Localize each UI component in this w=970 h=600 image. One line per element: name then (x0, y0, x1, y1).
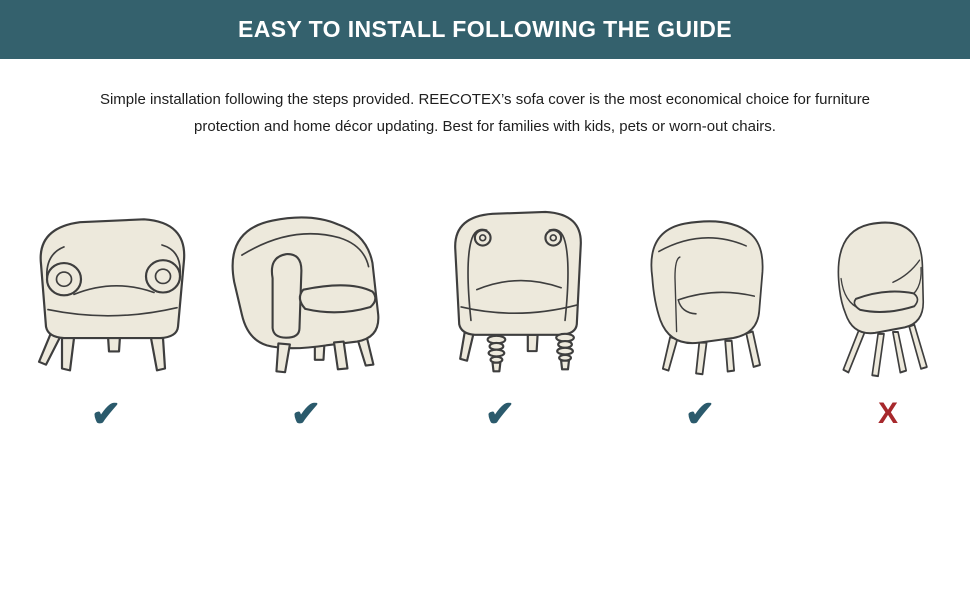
chair-barrel-tub (215, 186, 407, 378)
header-banner (0, 0, 970, 59)
description-line-1: Simple installation following the steps provided. REECOTEX’s sofa cover is the most economical choice for furniture (99, 91, 871, 108)
cross-icon: X (877, 397, 898, 430)
chair-illustration-icon (215, 186, 407, 378)
chair-rolled-arm-club (12, 188, 212, 378)
chair-modern-accent (810, 194, 958, 378)
page-title: EASY TO INSTALL FOLLOWING THE GUIDE (237, 16, 733, 42)
check-icon: ✔ (90, 393, 122, 434)
chair-illustration-icon (810, 194, 958, 378)
chair-illustration-icon (628, 192, 790, 378)
check-icon: ✔ (684, 393, 716, 434)
chair-illustration-icon (12, 188, 212, 378)
check-icon: ✔ (484, 393, 516, 434)
chair-scroll-arm-turned-legs (420, 186, 616, 378)
check-icon: ✔ (290, 393, 322, 434)
chair-illustration-icon (420, 186, 616, 378)
chair-round-tub (628, 192, 790, 378)
description-text (60, 86, 910, 140)
description-line-2: protection and home décor updating. Best for families with kids, pets or worn-out chairs. (194, 118, 776, 135)
